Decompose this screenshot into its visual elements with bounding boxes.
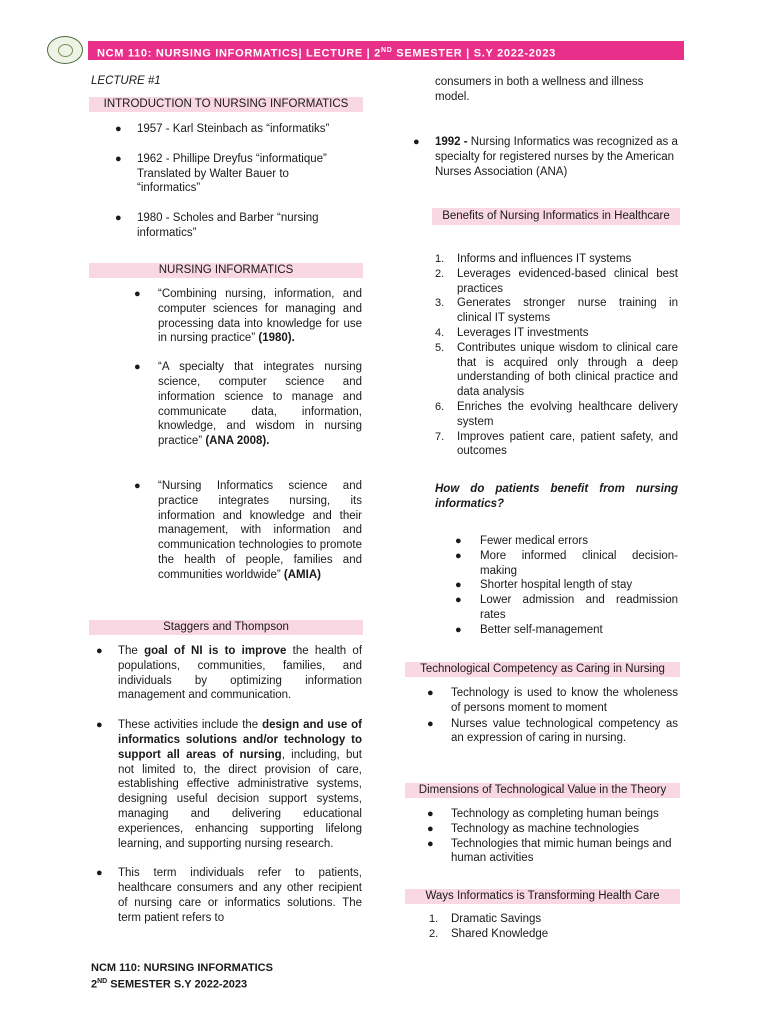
ways-list — [429, 912, 678, 942]
bullet-icon: ● — [427, 837, 434, 850]
dimensions-list — [427, 807, 678, 866]
bullet-icon: ● — [96, 719, 103, 732]
bullet-icon: ● — [115, 152, 122, 165]
bullet-icon: ● — [427, 822, 434, 835]
page-footer — [91, 961, 273, 992]
bullet-icon: ● — [455, 535, 462, 547]
staggers-heading: Staggers and Thompson — [89, 620, 363, 635]
bullet-icon: ● — [96, 867, 103, 880]
bullet-icon: ● — [455, 623, 462, 636]
bullet-icon: ● — [455, 549, 462, 562]
bullet-icon: ● — [115, 212, 122, 225]
tech-heading: Technological Competency as Caring in Nursing — [405, 662, 680, 677]
dimension-item: ● Technology as completing human beings — [427, 808, 659, 820]
history-item-1957: ● 1957 - Karl Steinbach as “informatiks” — [115, 123, 330, 135]
bullet-icon: ● — [455, 594, 462, 607]
benefit-item: 6. Enriches the evolving healthcare delivery system — [435, 400, 678, 428]
definition-ana-2008: ● “A specialty that integrates nursing science, computer science and information science to manage and communicate data, information, knowledge, and wisdom in nursing practice” (ANA 2008). — [134, 361, 362, 448]
bullet-icon: ● — [134, 288, 141, 300]
ways-heading: Ways Informatics is Transforming Health Care — [405, 889, 680, 904]
staggers-list — [96, 644, 362, 926]
ni-heading: NURSING INFORMATICS — [89, 263, 363, 278]
definition-source: (ANA 2008). — [205, 435, 270, 448]
intro-heading: INTRODUCTION TO NURSING INFORMATICS — [89, 97, 363, 112]
bullet-icon: ● — [427, 717, 434, 730]
continuation-text: consumers in both a wellness and illness model. — [435, 76, 644, 103]
ana-year: 1992 - — [435, 136, 468, 148]
definition-amia: ● “Nursing Informatics science and practice integrates nursing, its information and knowledge and their management, with information and communication technologies to promote the health of people, families and communities worldwide” (AMIA) — [134, 479, 362, 581]
tech-item: ● Nurses value technological competency as an expression of caring in nursing. — [427, 717, 678, 745]
staggers-item-goal: ● The goal of NI is to improve the health of populations, communities, families, and individuals by optimizing information management and communication. — [96, 645, 363, 702]
definition-source: (1980). — [258, 332, 295, 345]
header-bar — [88, 41, 684, 60]
staggers-item-individuals: ● This term individuals refer to patients, healthcare consumers and any other recipient of nursing care or informatics solutions. The term patient refers to — [96, 867, 362, 924]
bullet-icon: ● — [134, 479, 141, 492]
bullet-icon: ● — [96, 645, 103, 657]
bullet-icon: ● — [115, 123, 122, 135]
definition-1980: ● “Combining nursing, information, and computer sciences for managing and processing data into knowledge for use in nursing practice” (1980). — [134, 288, 362, 345]
benefit-item: 1. Informs and influences IT systems — [435, 253, 632, 265]
bullet-icon: ● — [427, 687, 434, 699]
patients-question: How do patients benefit from nursing informatics? — [435, 483, 678, 510]
benefit-item: 3. Generates stronger nurse training in clinical IT systems — [435, 297, 678, 325]
dimension-item: ● Technologies that mimic human beings and human activities — [427, 837, 672, 865]
patient-benefit-item: ● Lower admission and readmission rates — [455, 594, 678, 621]
bullet-icon: ● — [455, 579, 462, 592]
dimensions-heading: Dimensions of Technological Value in the Theory — [405, 783, 680, 798]
benefit-item: 5. Contributes unique wisdom to clinical care that is acquired only through a deep understanding of both clinical practice and data analysis — [435, 341, 678, 399]
header-title-sup: ND — [381, 47, 393, 54]
tech-list — [427, 686, 678, 746]
footer-line2: 2ND SEMESTER S.Y 2022-2023 — [91, 978, 248, 991]
patient-benefits-list — [455, 534, 678, 638]
lecture-label: LECTURE #1 — [91, 75, 161, 87]
header-title-rest: SEMESTER | S.Y 2022-2023 — [392, 47, 556, 60]
benefits-list — [435, 252, 678, 459]
tech-item: ● Technology is used to know the wholeness of persons moment to moment — [427, 687, 678, 714]
header-title: NCM 110: NURSING INFORMATICS| LECTURE | 2 — [97, 47, 382, 60]
history-item-1962: ● 1962 - Phillipe Dreyfus “informatique” Translated by Walter Bauer to “informatics” — [115, 152, 327, 195]
patient-benefit-item: ● More informed clinical decision-making — [455, 549, 678, 577]
school-seal-logo — [47, 36, 83, 64]
ways-item: 1. Dramatic Savings — [429, 913, 542, 925]
benefits-heading: Benefits of Nursing Informatics in Healthcare — [432, 208, 680, 225]
benefit-item: 4. Leverages IT investments — [435, 326, 589, 339]
benefit-item: 2. Leverages evidenced-based clinical best practices — [435, 267, 678, 295]
benefit-item: 7. Improves patient care, patient safety, and outcomes — [435, 430, 678, 458]
staggers-item-activities: ● These activities include the design and use of informatics solutions and/or technology to support all areas of nursing, including, but not limited to, the direct provision of care, establishing effective administrative systems, designing useful decision support systems, managing and delivering educational experiences, enhancing supporting lifelong learning, and supporting nursing research. — [96, 719, 362, 850]
definitions-list — [134, 287, 362, 583]
history-item-1980: ● 1980 - Scholes and Barber “nursing informatics” — [115, 212, 319, 239]
history-list — [115, 122, 335, 241]
patient-benefit-item: ● Better self-management — [455, 623, 603, 636]
bullet-icon: ● — [427, 808, 434, 820]
ana-recognition: ● 1992 - Nursing Informatics was recognized as a specialty for registered nurses by the American Nurses Association (ANA) — [413, 136, 678, 178]
patient-benefit-item: ● Fewer medical errors — [455, 535, 588, 547]
patient-benefit-item: ● Shorter hospital length of stay — [455, 579, 633, 592]
dimension-item: ● Technology as machine technologies — [427, 822, 639, 835]
footer-line1: NCM 110: NURSING INFORMATICS — [91, 962, 273, 974]
bullet-icon: ● — [134, 361, 141, 374]
definition-source: (AMIA) — [283, 568, 321, 581]
bullet-icon: ● — [413, 136, 420, 148]
ways-item: 2. Shared Knowledge — [429, 927, 549, 940]
